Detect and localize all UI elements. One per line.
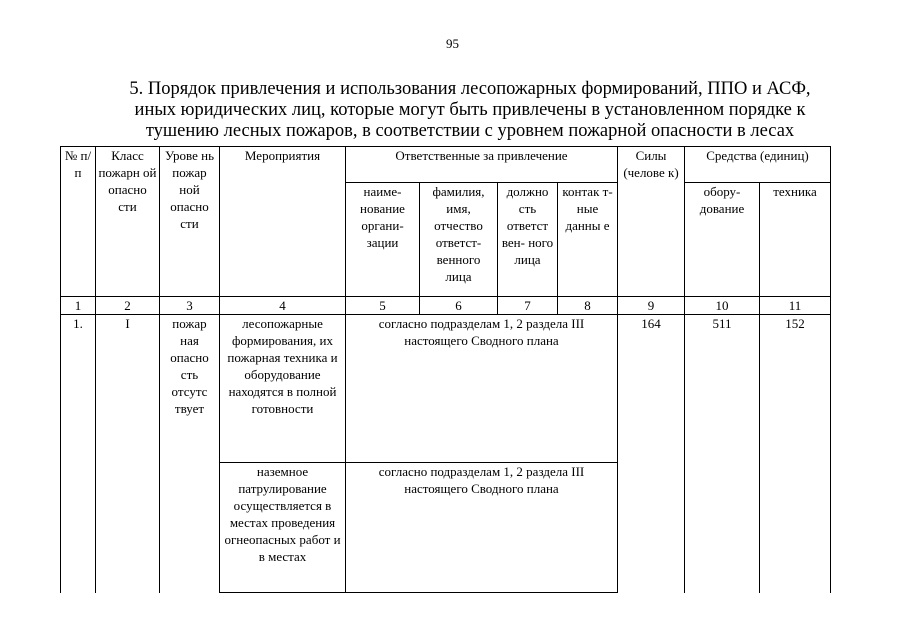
hazard-level: пожар ная опасно сть отсутс твует bbox=[160, 315, 220, 593]
responsible-text: согласно подразделам 1, 2 раздела III настоящего Сводного плана bbox=[346, 463, 618, 593]
header-position: должно сть ответст вен- ного лица bbox=[498, 183, 558, 297]
column-number: 10 bbox=[685, 297, 760, 315]
measure-text: наземное патрулирование осуществляется в местах проведения огнеопасных работ и в местах bbox=[220, 463, 346, 593]
column-number: 6 bbox=[420, 297, 498, 315]
header-means: Средства (единиц) bbox=[685, 147, 831, 183]
header-equipment: обору- дование bbox=[685, 183, 760, 297]
measure-text: лесопожарные формирования, их пожарная техника и оборудование находятся в полной готовности bbox=[220, 315, 346, 463]
heading-line: иных юридических лиц, которые могут быть привлечены в установленном порядке к bbox=[134, 100, 806, 120]
header-contacts: контак т-ные данны е bbox=[558, 183, 618, 297]
row-number: 1. bbox=[61, 315, 96, 593]
header-measures: Мероприятия bbox=[220, 147, 346, 297]
machinery-value: 152 bbox=[760, 315, 831, 593]
section-heading bbox=[100, 79, 840, 142]
heading-line: 5. Порядок привлечения и использования лесопожарных формирований, ППО и АСФ, bbox=[129, 79, 811, 99]
equipment-value: 511 bbox=[685, 315, 760, 593]
header-hazard-level: Урове нь пожар ной опасно сти bbox=[160, 147, 220, 297]
responsible-text: согласно подразделам 1, 2 раздела III настоящего Сводного плана bbox=[346, 315, 618, 463]
hazard-class: I bbox=[96, 315, 160, 593]
header-responsible: Ответственные за привлечение bbox=[346, 147, 618, 183]
header-hazard-class: Класс пожарн ой опасно сти bbox=[96, 147, 160, 297]
heading-line: тушению лесных пожаров, в соответствии с уровнем пожарной опасности в лесах bbox=[145, 121, 795, 141]
header-row-number: № п/п bbox=[61, 147, 96, 297]
column-number: 9 bbox=[618, 297, 685, 315]
column-number: 4 bbox=[220, 297, 346, 315]
header-forces: Силы (челове к) bbox=[618, 147, 685, 297]
header-organization: наиме- нование органи- зации bbox=[346, 183, 420, 297]
column-number: 1 bbox=[61, 297, 96, 315]
column-number: 7 bbox=[498, 297, 558, 315]
column-number: 3 bbox=[160, 297, 220, 315]
column-number: 8 bbox=[558, 297, 618, 315]
header-machinery: техника bbox=[760, 183, 831, 297]
column-number: 2 bbox=[96, 297, 160, 315]
fire-plan-table bbox=[60, 146, 831, 593]
forces-value: 164 bbox=[618, 315, 685, 593]
column-number: 11 bbox=[760, 297, 831, 315]
column-number: 5 bbox=[346, 297, 420, 315]
header-full-name: фамилия, имя, отчество ответст- венного лица bbox=[420, 183, 498, 297]
page-number: 95 bbox=[446, 36, 459, 51]
